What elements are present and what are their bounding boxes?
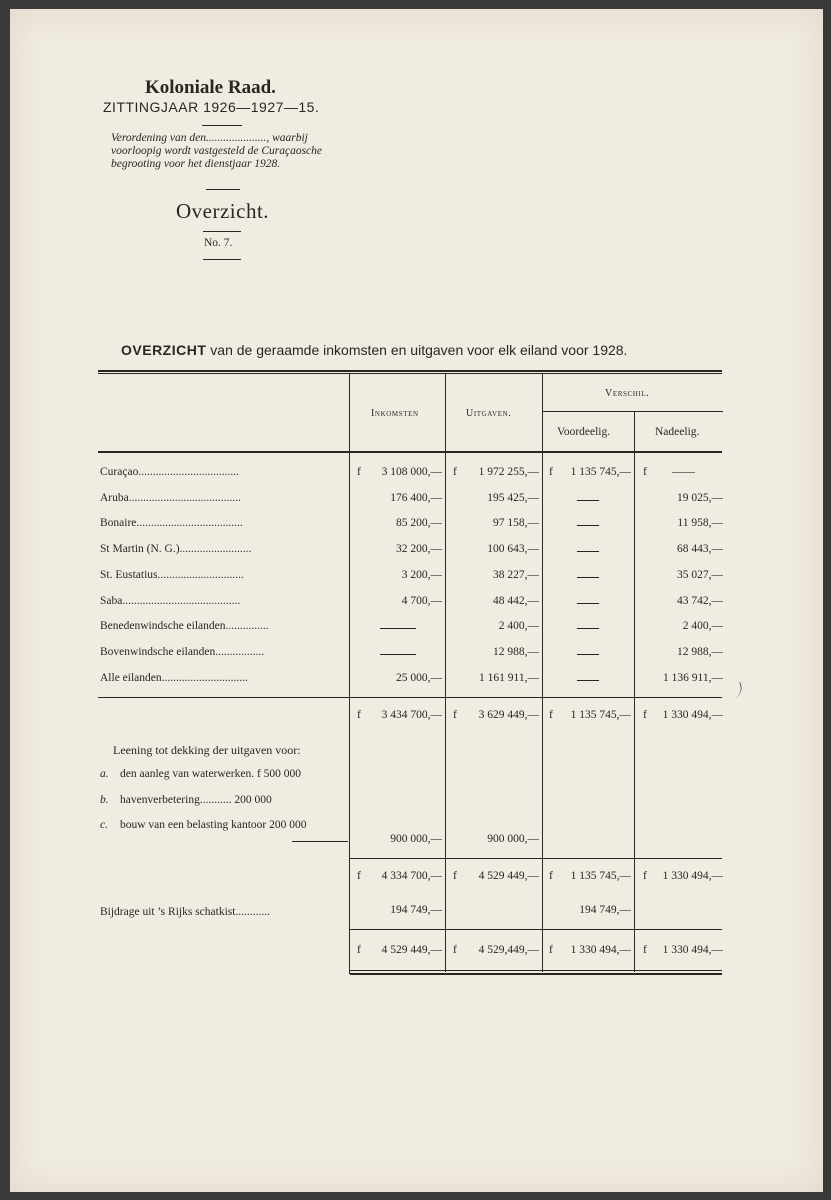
divider [203,259,241,260]
empty-advantage-dash [577,551,599,552]
florin-sign: f [549,944,553,956]
loan-income: 900 000,— [390,833,442,845]
island-label: St Martin (N. G.)......................... [100,543,252,555]
header-bottom-rule [98,451,722,453]
empty-income-dash [380,654,416,655]
section-title: Overzicht. [176,199,270,223]
loan-heading: Leening tot dekking der uitgaven voor: [113,743,301,757]
empty-advantage-dash [577,603,599,604]
island-income: 32 200,— [396,543,442,555]
loan-sum-rule [292,841,348,842]
subtotal1-income: 3 434 700,— [381,709,442,721]
island-income: 176 400,— [390,492,442,504]
florin-sign: f [453,466,457,478]
col-sep [349,374,350,974]
island-expenses: 12 988,— [493,646,539,658]
island-income: 25 000,— [396,672,442,684]
subtotal2-rule [350,858,722,859]
island-disadvantage: 43 742,— [677,595,723,607]
table-title-rest: van de geraamde inkomsten en uitgaven voor elk eiland voor 1928. [210,342,628,358]
island-expenses: 195 425,— [487,492,539,504]
subtotal2-expenses: 4 529 449,— [478,870,539,882]
empty-advantage-dash [577,628,599,629]
subtotal1-disadvantage: 1 330 494,— [662,709,723,721]
island-label: Aruba....................................... [100,492,241,504]
table-top-rule [98,370,722,372]
island-disadvantage: 35 027,— [677,569,723,581]
island-income: 3 200,— [401,569,442,581]
island-expenses: 48 442,— [493,595,539,607]
island-expenses: 1 161 911,— [479,672,539,684]
island-label: Bonaire..................................... [100,517,243,529]
subtotal1-expenses: 3 629 449,— [478,709,539,721]
florin-sign: f [453,870,457,882]
document-number: No. 7. [204,237,233,249]
loan-item-letter: b. [100,794,109,806]
empty-advantage-dash [577,654,599,655]
col-sep [542,374,543,972]
florin-sign: f [357,709,361,721]
island-disadvantage: 19 025,— [677,492,723,504]
florin-sign: f [549,466,553,478]
florin-sign: f [643,944,647,956]
subtotal2-income: 4 334 700,— [381,870,442,882]
divider [206,189,240,190]
subtotal2-disadvantage: 1 330 494,— [662,870,723,882]
col-sep [634,412,635,972]
table-top-rule-thin [98,373,722,374]
session-year: ZITTINGJAAR 1926—1927—15. [103,99,320,115]
col-sep [445,374,446,972]
florin-sign: f [643,870,647,882]
florin-sign: f [549,870,553,882]
total-advantage: 1 330 494,— [570,944,631,956]
ordinance-text: Verordening van den....................., waarbij voorloopig wordt vastgesteld de Curaçaosche begrooting voor het dienstjaar 1928. [111,132,323,170]
florin-sign: f [643,709,647,721]
empty-advantage-dash [577,577,599,578]
island-disadvantage: 1 136 911,— [663,672,723,684]
florin-sign: f [357,944,361,956]
island-disadvantage: 2 400,— [682,620,723,632]
island-expenses: 1 972 255,— [478,466,539,478]
island-label: Benedenwindsche eilanden............... [100,620,269,632]
bijdrage-advantage: 194 749,— [579,904,631,916]
loan-item-text: den aanleg van waterwerken. f 500 000 [120,768,302,780]
table-title [121,342,627,358]
florin-sign: f [357,870,361,882]
total-income: 4 529 449,— [381,944,442,956]
florin-sign: f [453,709,457,721]
island-label: Alle eilanden.............................. [100,672,248,684]
island-disadvantage: 11 958,— [677,517,723,529]
subtotal1-advantage: 1 135 745,— [570,709,631,721]
island-advantage: 1 135 745,— [570,466,631,478]
divider [202,125,242,126]
council-title: Koloniale Raad. [145,77,276,98]
bijdrage-label: Bijdrage uit ’s Rijks schatkist............ [100,906,270,918]
loan-item-letter: c. [100,819,108,831]
island-label: Saba......................................... [100,595,241,607]
total-disadvantage: 1 330 494,— [662,944,723,956]
empty-advantage-dash [577,500,599,501]
island-expenses: 38 227,— [493,569,539,581]
island-label: Curaçao................................... [100,466,239,478]
loan-item-letter: a. [100,768,109,780]
florin-sign: f [549,709,553,721]
loan-item-text: havenverbetering........... 200 000 [120,794,272,806]
total-rule [350,929,722,930]
island-disadvantage: —— [672,466,695,478]
islands-sum-rule [98,697,722,698]
florin-sign: f [643,466,647,478]
island-disadvantage: 12 988,— [677,646,723,658]
verschil-rule [542,411,723,412]
island-income: 4 700,— [401,595,442,607]
island-label: Bovenwindsche eilanden................. [100,646,265,658]
florin-sign: f [453,944,457,956]
island-expenses: 2 400,— [498,620,539,632]
bijdrage-income: 194 749,— [390,904,442,916]
table-bottom-rule [350,973,722,975]
col-difference: Verschil. [605,388,650,399]
table-bottom-rule-thin [350,970,722,971]
island-expenses: 97 158,— [493,517,539,529]
empty-income-dash [380,628,416,629]
col-expenses: Uitgaven. [466,408,512,419]
island-income: 85 200,— [396,517,442,529]
island-disadvantage: 68 443,— [677,543,723,555]
col-disadvantage: Nadeelig. [655,426,700,438]
subtotal2-advantage: 1 135 745,— [570,870,631,882]
empty-advantage-dash [577,525,599,526]
empty-advantage-dash [577,680,599,681]
divider [203,231,241,232]
table-title-bold: OVERZICHT [121,342,207,358]
col-advantage: Voordeelig. [557,426,611,438]
loan-item-text: bouw van een belasting kantoor 200 000 [120,819,307,831]
island-expenses: 100 643,— [487,543,539,555]
col-income: Inkomsten [371,408,419,419]
florin-sign: f [357,466,361,478]
loan-expenses: 900 000,— [487,833,539,845]
island-income: 3 108 000,— [381,466,442,478]
total-expenses: 4 529,449,— [478,944,539,956]
island-label: St. Eustatius.............................. [100,569,244,581]
